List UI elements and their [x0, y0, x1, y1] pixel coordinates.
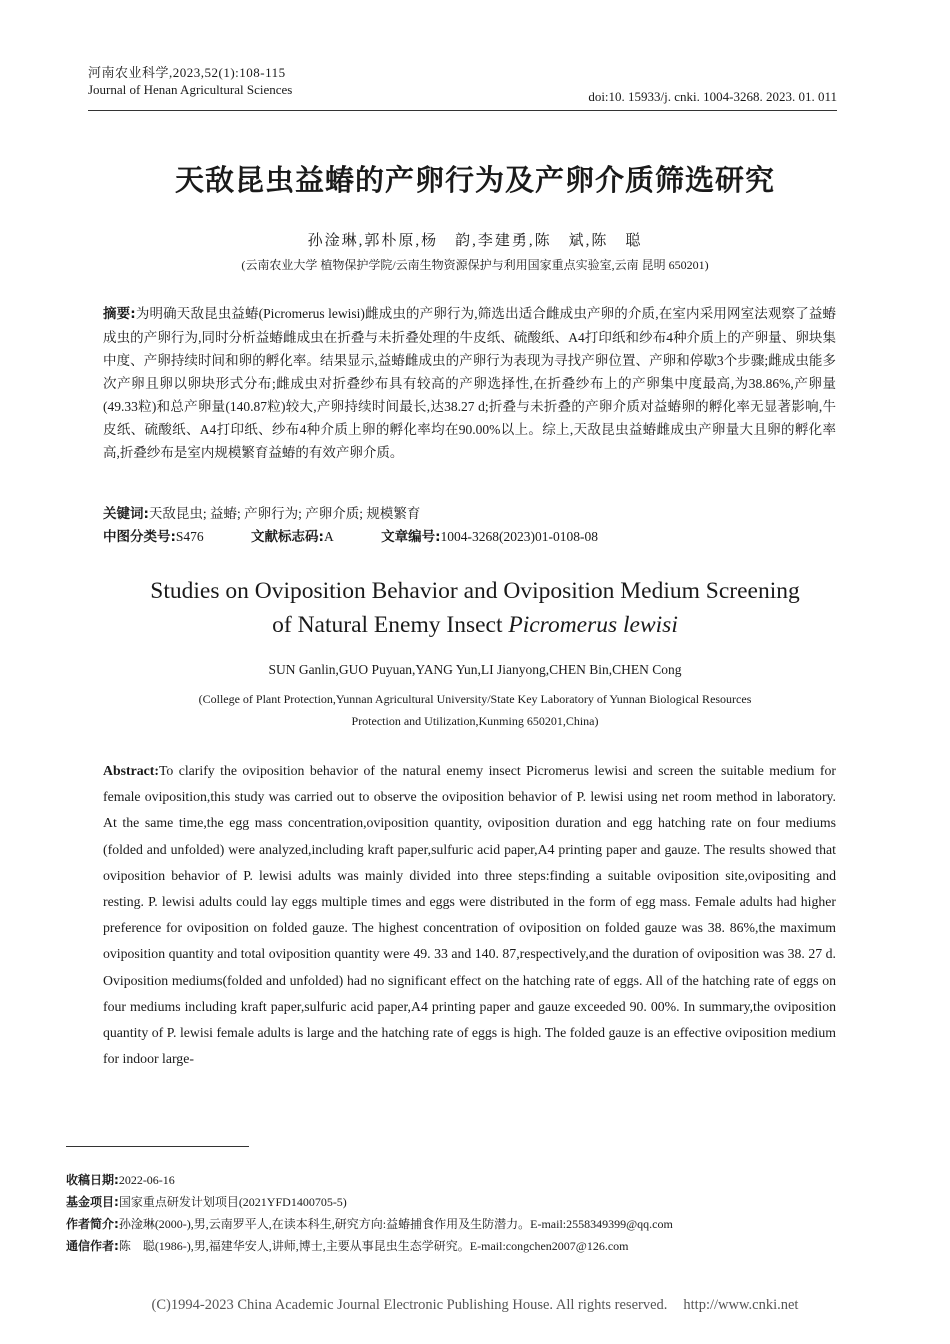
footnote-received: 收稿日期:2022-06-16	[66, 1173, 175, 1187]
title-en-line2: of Natural Enemy Insect Picromerus lewisi	[272, 612, 678, 638]
article-number: 文章编号:1004-3268(2023)01-0108-08	[381, 529, 598, 545]
keywords-cn-text: 天敌昆虫; 益蝽; 产卵行为; 产卵介质; 规模繁育	[148, 506, 421, 521]
abstract-en	[103, 758, 836, 1072]
document-code: 文献标志码:A	[251, 529, 334, 545]
copyright-text: (C)1994-2023 China Academic Journal Electronic Publishing House. All rights reserved.	[151, 1297, 668, 1313]
abstract-en-label: Abstract:	[103, 763, 159, 778]
abstract-cn-label: 摘要:	[103, 306, 136, 322]
authors-cn: 孙淦琳,郭朴原,杨 韵,李建勇,陈 斌,陈 聪	[307, 233, 643, 249]
page-title-en	[0, 574, 950, 642]
page-title-cn: 天敌昆虫益蝽的产卵行为及产卵介质筛选研究	[174, 163, 775, 197]
footnote-author: 作者简介:孙淦琳(2000-),男,云南罗平人,在读本科生,研究方向:益蝽捕食作用及生防潜力。E-mail:2558349399@qq.com	[66, 1217, 673, 1231]
footnote-fund: 基金项目:国家重点研发计划项目(2021YFD1400705-5)	[66, 1195, 347, 1209]
journal-citation-cn: 河南农业科学,2023,52(1):108-115	[88, 65, 286, 80]
clc-code: 中图分类号:S476	[103, 529, 204, 545]
abstract-en-text: To clarify the oviposition behavior of the natural enemy insect Picromerus lewisi and screen the suitable medium for female oviposition,this study was carried out to observe the oviposition behavior of P. lewisi using net room method in laboratory. At the same time,the egg mass concentration,oviposition quantity, oviposition duration and egg hatching rate on four mediums (folded and unfolded) were analyzed,including kraft paper,sulfuric acid paper,A4 printing paper and gauze. The results showed that oviposition behavior of P. lewisi adults was mainly divided into three steps:finding a suitable oviposition site,ovipositing and resting. P. lewisi adults could lay eggs multiple times and eggs were distributed in the form of egg mass. Female adults had higher preference for oviposition on folded gauze. The highest concentration of oviposition on folded gauze was 38. 86%,the maximum oviposition quantity and total oviposition quantity were 49. 33 and 140. 87,respectively,and the duration of oviposition was 38. 27 d. Oviposition mediums(folded and unfolded) had no significant effect on the hatching rate of eggs. All of the hatching rate of eggs on four mediums including kraft paper,sulfuric acid paper,A4 printing paper and gauze exceeded 90. 00%. In summary,the oviposition quantity of P. lewisi female adults is large and the hatching rate of eggs is high. The folded gauze is an effective oviposition medium for indoor large-	[103, 763, 836, 1067]
copyright-notice	[0, 1297, 950, 1314]
footnote-rule	[66, 1146, 249, 1147]
cnki-link[interactable]: http://www.cnki.net	[683, 1297, 799, 1313]
footnote-corresponding: 通信作者:陈 聪(1986-),男,福建华安人,讲师,博士,主要从事昆虫生态学研究。E-mail:congchen2007@126.com	[66, 1239, 629, 1253]
journal-name-en: Journal of Henan Agricultural Sciences	[88, 82, 293, 97]
classification-line	[103, 525, 836, 549]
affiliation-cn: (云南农业大学 植物保护学院/云南生物资源保护与利用国家重点实验室,云南 昆明 650201)	[241, 258, 709, 272]
keywords-cn	[103, 502, 836, 526]
keywords-cn-label: 关键词:	[103, 506, 149, 522]
title-en-line1: Studies on Oviposition Behavior and Oviposition Medium Screening	[150, 578, 800, 604]
authors-en: SUN Ganlin,GUO Puyuan,YANG Yun,LI Jianyong,CHEN Bin,CHEN Cong	[268, 662, 682, 677]
header-rule	[88, 110, 837, 111]
abstract-cn-text: 为明确天敌昆虫益蝽(Picromerus lewisi)雌成虫的产卵行为,筛选出适合雌成虫产卵的介质,在室内采用网室法观察了益蝽成虫的产卵行为,同时分析益蝽雌成虫在折叠与未折叠处理的牛皮纸、硫酸纸、A4打印纸和纱布4种介质上的产卵量、卵块集中度、产卵持续时间和卵的孵化率。结果显示,益蝽雌成虫的产卵行为表现为寻找产卵位置、产卵和停歇3个步骤;雌成虫能多次产卵且卵以卵块形式分布;雌成虫对折叠纱布具有较高的产卵选择性,在折叠纱布上的产卵集中度最高,为38.86%,产卵量(49.33粒)和总产卵量(140.87粒)较大,产卵持续时间最长,达38.27 d;折叠与未折叠的产卵介质对益蝽卵的孵化率无显著影响,牛皮纸、硫酸纸、A4打印纸、纱布4种介质上卵的孵化率均在90.00%以上。综上,天敌昆虫益蝽雌成虫产卵量大且卵的孵化率高,折叠纱布是室内规模繁育益蝽的有效产卵介质。	[103, 306, 836, 460]
affiliation-en: (College of Plant Protection,Yunnan Agricultural University/State Key Laboratory of Yunnan Biological Resources Protection and Utilization,Kunming 650201,China)	[198, 692, 752, 728]
doi: doi:10. 15933/j. cnki. 1004-3268. 2023. 01. 011	[588, 89, 837, 104]
abstract-cn	[103, 302, 836, 464]
